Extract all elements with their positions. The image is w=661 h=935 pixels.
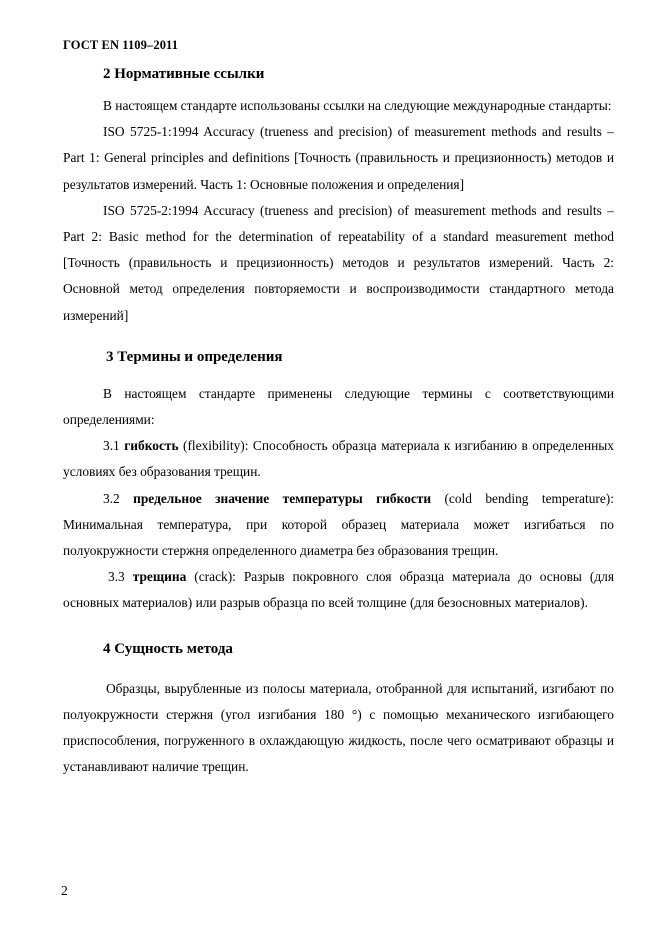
document-code: ГОСТ EN 1109–2011 [63,38,179,52]
section-3-intro: В настоящем стандарте применены следующие термины с соответствующими определениями: [63,385,614,428]
page-content [63,60,614,780]
term-name: трещина [132,569,187,585]
term-name: гибкость [124,438,179,454]
reference-iso-5725-1: ISO 5725-1:1994 Accuracy (trueness and precision) of measurement methods and results – Part 1: General principles and definitions [Точность (правильность и прецизионность) методов и результатов измерений. Часть 1: Основные положения и определения] [63,124,614,192]
section-normative-references [63,64,614,329]
page-number: 2 [61,883,68,898]
section-2-heading: 2 Нормативные ссылки [103,66,265,82]
term-name: предельное значение температуры гибкости [133,490,432,506]
term-definition: (flexibility): Способность образца материала к изгибанию в определенных условиях без образования трещин. [63,438,614,480]
section-2-intro: В настоящем стандарте использованы ссылки на следующие международные стандарты: [103,98,612,113]
section-4-body: Образцы, вырубленные из полосы материала, отобранной для испытаний, изгибают по полуокружности стержня (угол изгибания 180 °) с помощью механического изгибающего приспособления, погруженного в охлаждающую жидкость, после чего осматривают образцы и устанавливают наличие трещин. [63,680,614,775]
term-3-3 [63,564,614,616]
term-number: 3.2 [103,490,120,506]
section-method-essence [63,639,614,781]
term-number: 3.1 [103,438,120,454]
term-3-1 [63,433,614,485]
section-3-heading: 3 Термины и определения [106,348,283,365]
section-4-heading: 4 Сущность метода [103,640,233,657]
reference-iso-5725-2: ISO 5725-2:1994 Accuracy (trueness and precision) of measurement methods and results – Part 2: Basic method for the determination of repeatability of a standard measurement method [Точность (правильность и прецизионность) методов и результатов измерений. Часть 2: Основной метод определения повторяемости и воспроизводимости стандартного метода измерений] [63,202,614,323]
term-number: 3.3 [108,569,125,585]
term-definition: (crack): Разрыв покровного слоя образца материала до основы (для основных материалов) или разрыв образца по всей толщине (для безосновных материалов). [63,569,614,611]
term-3-2 [63,486,614,565]
term-definition: (cold bending temperature): Минимальная температура, при которой образец материала может изгибаться по полуокружности стержня определенного диаметра без образования трещин. [63,490,614,559]
section-terms-definitions [63,347,614,617]
